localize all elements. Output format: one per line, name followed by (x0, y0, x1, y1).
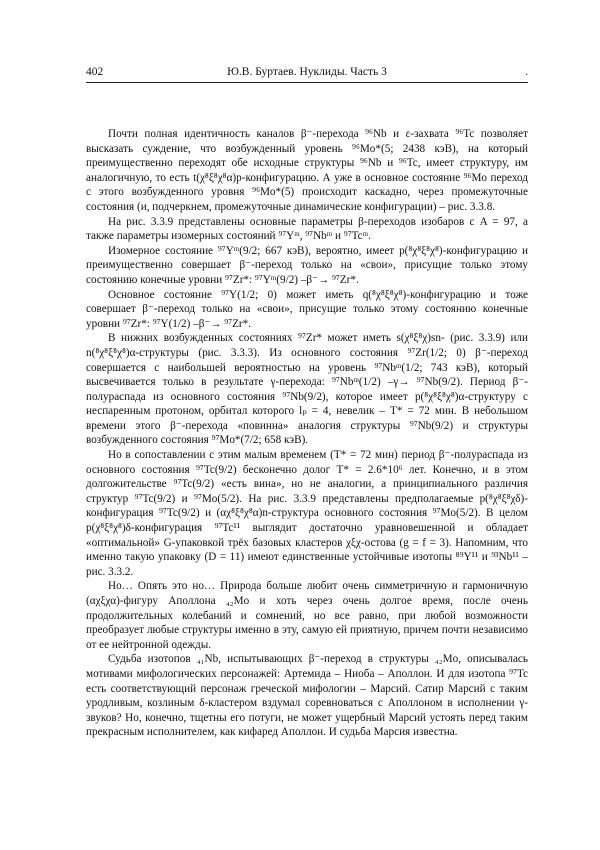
paragraph-8: Судьба изотопов ₄₁Nb, испытывающих β⁻-переход в структуры ₄₂Mo, описывалась мотивами мифологических персонажей: Артемида – Ниоба – Аполлон. И для изотопа ⁹⁷Tc есть соответствующий персонаж греческой мифологии – Марсий. Сатир Марсий с таким уродливым, козлиным δ-кластером вздумал соревноваться с Аполлоном в исполнении γ-звуков? Но, конечно, тщетны его потуги, не может ущербный Марсий устоять перед таким прекрасным исполнителем, как кифаред Аполлон. И судьба Марсия известна. (86, 653, 528, 739)
paragraph-6: Но в сопоставлении с этим малым временем (T* = 72 мин) период β⁻-полураспада из основного состояния ⁹⁷Tc(9/2) бесконечно долог T* = 2.6*10⁶ лет. Конечно, и в этом долгожительстве ⁹⁷Tc(9/2) «есть вина», но не аналогии, а принципиального различия структур ⁹⁷Tc(9/2) и ⁹⁷Mo(5/2). На рис. 3.3.9 представлены предполагаемые p(⁸χ⁸ξ⁸χδ)-конфигурация ⁹⁷Tc(9/2) и (αχ⁸ξ⁸χ⁸α)n-структура основного состояния ⁹⁷Mo(5/2). В целом p(χ⁸ξ⁸χ⁸)δ-конфигурация ⁹⁷Tc¹¹ выглядит достаточно уравновешенной и обладает «оптимальной» G-упаковкой трёх базовых кластеров χξχ-остова (g = f = 3). Напомним, что именно такую упаковку (D = 11) имеют единственные устойчивые изотопы ⁸⁹Y¹¹ и ⁹³Nb¹¹ – рис. 3.3.2. (86, 449, 528, 578)
paragraph-3: Изомерное состояние ⁹⁷Yᵐ(9/2; 667 кэВ), вероятно, имеет p(⁸χ⁸ξ⁸χ⁸)-конфигурацию и преимущественно совершает β⁻-переход только на «свои», присущие только этому состоянию конечные уровни ⁹⁷Zr*: ⁹⁷Yᵐ(9/2) –β⁻→ ⁹⁷Zr*. (86, 244, 528, 286)
page-number: 402 (86, 66, 104, 78)
header-trailing-mark: . (525, 66, 528, 78)
paragraph-1: Почти полная идентичность каналов β⁻-перехода ⁹⁶Nb и ε-захвата ⁹⁶Tc позволяет высказать суждение, что возбужденный уровень ⁹⁶Mo*(5; 2438 кэВ), на который преимущественно переходят обе исходные структуры ⁹⁶Nb и ⁹⁶Tc, имеет структуру, им аналогичную, то есть t(χ⁸ξ⁸χ⁸α)p-конфигурацию. А уже в основное состояние ⁹⁶Mo переход с этого возбужденного уровня ⁹⁶Mo*(5) происходит каскадно, через промежуточные состояния (и, подчеркнем, промежуточные динамические конфигурации) – рис. 3.3.8. (86, 128, 528, 213)
header-rule (86, 82, 528, 83)
paragraph-5: В нижних возбужденных состояниях ⁹⁷Zr* может иметь s(χ⁸ξ⁸χ)sn- (рис. 3.3.9) или n(⁸χ⁸ξ⁸χ⁸)α-структуры (рис. 3.3.3). Из основного состояния ⁹⁷Zr(1/2; 0) β⁻-переход совершается с наибольшей вероятностью на уровень ⁹⁷Nbᵐ(1/2; 743 кэВ), который высвечивается только в результате γ-перехода: ⁹⁷Nbᵐ(1/2) –γ→ ⁹⁷Nb(9/2). Период β⁻-полураспада из основного состояния ⁹⁷Nb(9/2), которое имеет p(⁸χ⁸ξ⁸χ⁸)α-структуру с неспаренным протоном, орбитал которого lₚ = 4, невелик – T* = 72 мин. В небольшом времени этого β⁻-перехода «повинна» аналогия структуры ⁹⁷Nb(9/2) и структуры возбужденного состояния ⁹⁷Mo*(7/2; 658 кэВ). (86, 332, 528, 447)
paragraph-2: На рис. 3.3.9 представлены основные параметры β-переходов изобаров с A = 97, а также параметры изомерных состояний ⁹⁷Yᵐ, ⁹⁷Nbᵐ и ⁹⁷Tcᵐ. (86, 215, 528, 243)
running-header (86, 66, 528, 82)
body-text (86, 127, 528, 740)
paragraph-7: Но… Опять это но… Природа больше любит очень симметричную и гармоничную (αχξχα)-фигуру Аполлона ₄₂Mo и хоть через очень долгое время, после очень продолжительных колебаний и сомнений, но все равно, при любой возможности преобразует любые структуры именно в эту, самую ей приятную, причем почти независимо от ее нейтронной одежды. (86, 580, 528, 651)
running-title: Ю.В. Буртаев. Нуклиды. Часть 3 (227, 66, 387, 78)
paragraph-4: Основное состояние ⁹⁷Y(1/2; 0) может иметь q(⁸χ⁸ξ⁸χ⁸)-конфигурацию и тоже совершает β⁻-переход только на «свои», присущие только этому состоянию конечные уровни ⁹⁷Zr*: ⁹⁷Y(1/2) –β⁻→ ⁹⁷Zr*. (86, 288, 528, 330)
